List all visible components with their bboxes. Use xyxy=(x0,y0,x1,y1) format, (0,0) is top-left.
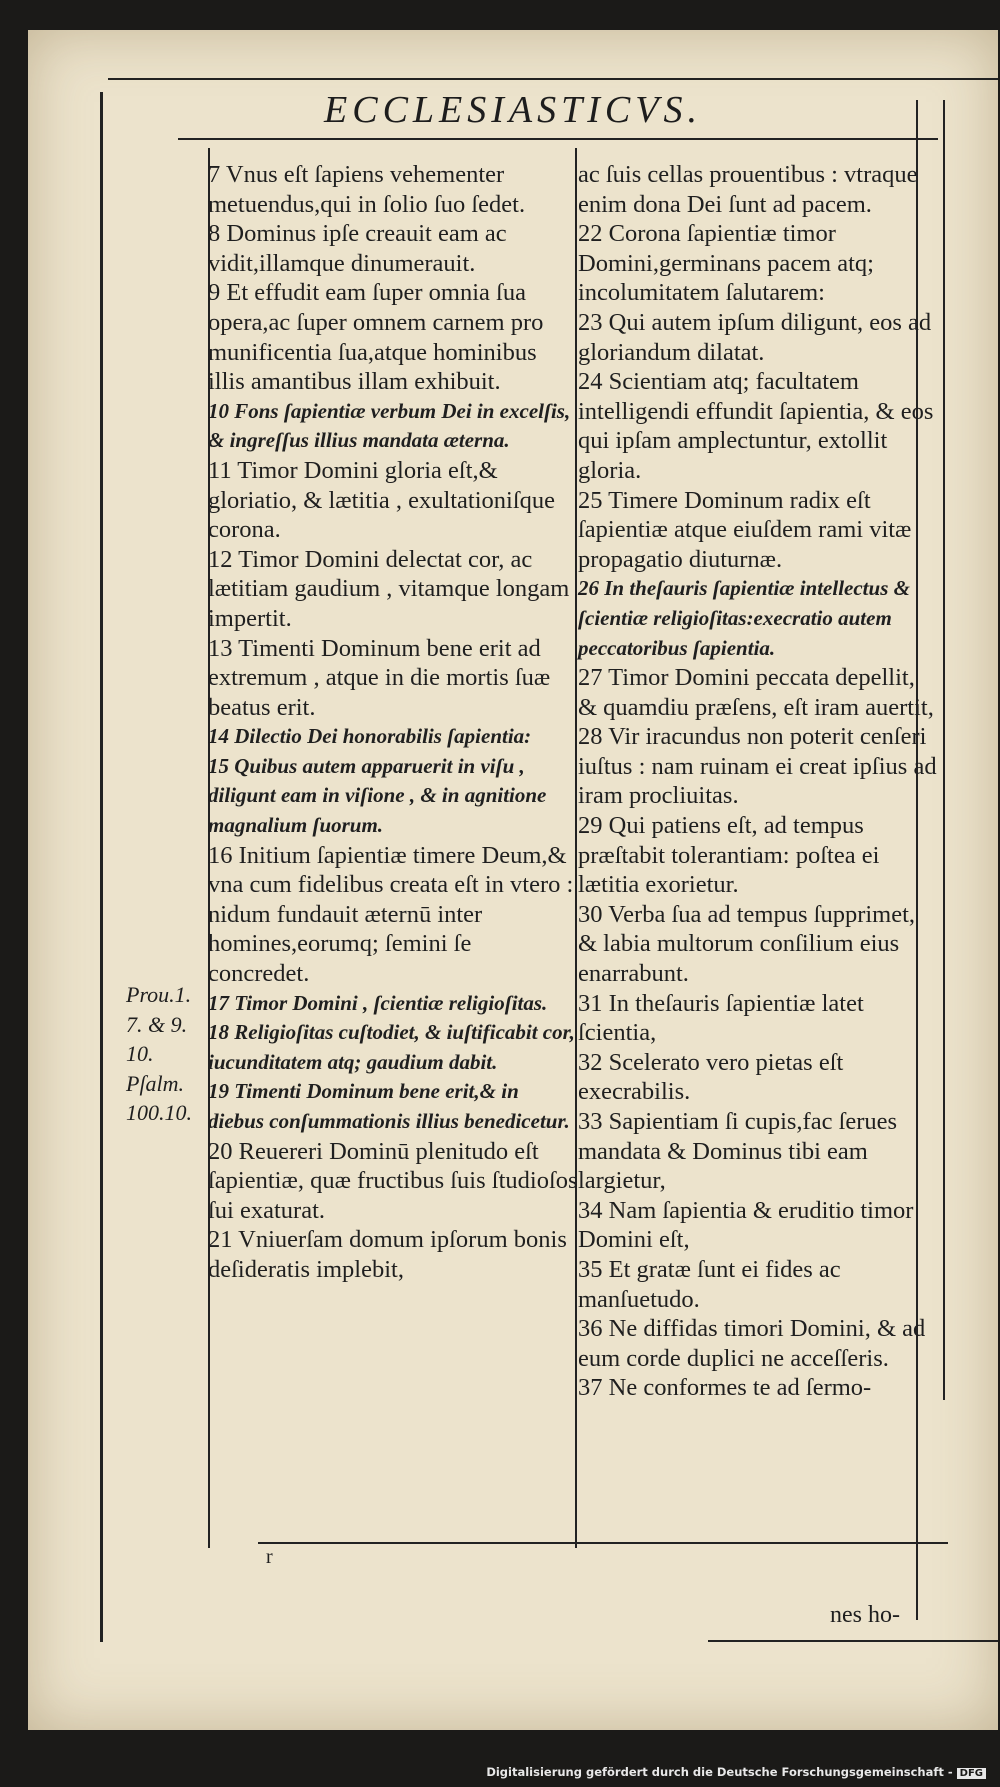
verse: 13 Timenti Dominum bene erit ad extremum , atque in die mortis ſuæ beatus erit. xyxy=(208,634,551,721)
right-column-rule xyxy=(943,100,945,1400)
verse: 14 Dilectio Dei honorabilis ſapientia: xyxy=(208,724,532,749)
dfg-logo: DFG xyxy=(957,1768,986,1779)
verse: 30 Verba ſua ad tempus ſupprimet, & labia multorum conſilium eius enarrabunt. xyxy=(578,900,916,988)
margin-note-line: Prou.1. xyxy=(126,982,192,1007)
book-page xyxy=(28,30,998,1730)
verse: 35 Et gratæ ſunt ei fides ac manſuetudo. xyxy=(578,1255,841,1313)
credit-text: Digitalisierung gefördert durch die Deutsche Forschungsgemeinschaft - xyxy=(486,1765,953,1779)
verse: 12 Timor Domini delectat cor, ac lætitiam gaudium , vitamque longam impertit. xyxy=(208,545,570,632)
verse: 16 Initium ſapientiæ timere Deum,& vna cum fidelibus creata eſt in vtero : nidum fundauit æternū inter homines,eorumq; ſemini ſe concredet. xyxy=(208,841,574,988)
verse: 11 Timor Domini gloria eſt,& gloriatio, & lætitia , exultationiſque corona. xyxy=(208,456,556,544)
verse: 34 Nam ſapientia & eruditio timor Domini eſt, xyxy=(578,1196,914,1254)
digitization-credit xyxy=(486,1765,986,1779)
left-column xyxy=(208,160,578,1285)
verse: 36 Ne diffidas timori Domini, & ad eum corde duplici ne acceſſeris. xyxy=(578,1315,926,1372)
verse: 15 Quibus autem apparuerit in viſu , diligunt eam in viſione , & in agnitione magnalium ſuorum. xyxy=(208,753,547,838)
top-rule xyxy=(108,78,998,80)
verse: 23 Qui autem ipſum diligunt, eos ad gloriandum dilatat. xyxy=(578,308,932,366)
verse: 28 Vir iracundus non poterit cenſeri iuſtus : nam ruinam ei creat ipſius ad iram procliuitas. xyxy=(578,723,937,810)
left-border-rule xyxy=(100,92,103,1642)
verse: 26 In theſauris ſapientiæ intellectus & ſcientiæ religioſitas:execratio autem peccatoribus ſapientia. xyxy=(578,576,910,660)
verse: 24 Scientiam atq; facultatem intelligendi effundit ſapientia, & eos qui ipſam amplectuntur, extollit gloria. xyxy=(578,368,934,484)
verse: 18 Religioſitas cuſtodiet, & iuſtificabit cor, iucunditatem atq; gaudium dabit. xyxy=(208,1020,575,1074)
right-column xyxy=(578,160,938,1403)
verse: 21 Vniuerſam domum ipſorum bonis deſideratis implebit, xyxy=(208,1226,567,1283)
verse: 27 Timor Domini peccata depellit, & quamdiu præſens, eſt iram auertit, xyxy=(578,664,934,721)
verse: 33 Sapientiam ſi cupis,fac ſerues mandata & Dominus tibi eam largietur, xyxy=(578,1108,898,1195)
verse: ac ſuis cellas prouentibus : vtraque enim dona Dei ſunt ad pacem. xyxy=(578,161,918,218)
margin-note xyxy=(126,980,216,1128)
header-rule xyxy=(178,138,938,140)
verse: 17 Timor Domini , ſcientiæ religioſitas. xyxy=(208,990,548,1015)
catch-rule xyxy=(708,1640,998,1642)
signature-mark: r xyxy=(266,1546,273,1568)
verse: 20 Reuereri Dominū plenitudo eſt ſapientiæ, quæ fructibus ſuis ſtudioſos ſui exaturat. xyxy=(208,1137,578,1224)
verse: 31 In theſauris ſapientiæ latet ſcientia, xyxy=(578,989,864,1047)
verse: 22 Corona ſapientiæ timor Domini,germinans pacem atq; incolumitatem ſalutarem: xyxy=(578,220,874,307)
margin-note-line: 10. xyxy=(126,1041,154,1067)
verse: 32 Scelerato vero pietas eſt execrabilis. xyxy=(578,1048,844,1106)
margin-note-line: 7. & 9. xyxy=(126,1011,188,1037)
verse: 9 Et effudit eam ſuper omnia ſua opera,ac ſuper omnem carnem pro munificentia ſua,atque hominibus illis amantibus illam exhibuit. xyxy=(208,279,544,396)
margin-note-line: 100.10. xyxy=(126,1100,192,1126)
verse: 37 Ne conformes te ad ſermo- xyxy=(578,1374,872,1402)
verse: 19 Timenti Dominum bene erit,& in diebus conſummationis illius benedicetur. xyxy=(208,1079,570,1133)
verse: 8 Dominus ipſe creauit eam ac vidit,illamque dinumerauit. xyxy=(208,220,507,277)
verse: 7 Vnus eſt ſapiens vehementer metuendus,qui in ſolio ſuo ſedet. xyxy=(208,161,526,218)
verse: 25 Timere Dominum radix eſt ſapientiæ atque eiuſdem rami vitæ propagatio diuturnæ. xyxy=(578,486,912,573)
verse: 10 Fons ſapientiæ verbum Dei in excelſis, & ingreſſus illius mandata æterna. xyxy=(208,398,571,453)
verse: 29 Qui patiens eſt, ad tempus præſtabit tolerantiam: poſtea ei lætitia exorietur. xyxy=(578,812,880,899)
bottom-rule xyxy=(258,1542,948,1544)
catchword: nes ho- xyxy=(830,1602,900,1628)
running-header: ECCLESIASTICVS. xyxy=(324,89,702,131)
margin-note-line: Pſalm. xyxy=(126,1070,185,1096)
